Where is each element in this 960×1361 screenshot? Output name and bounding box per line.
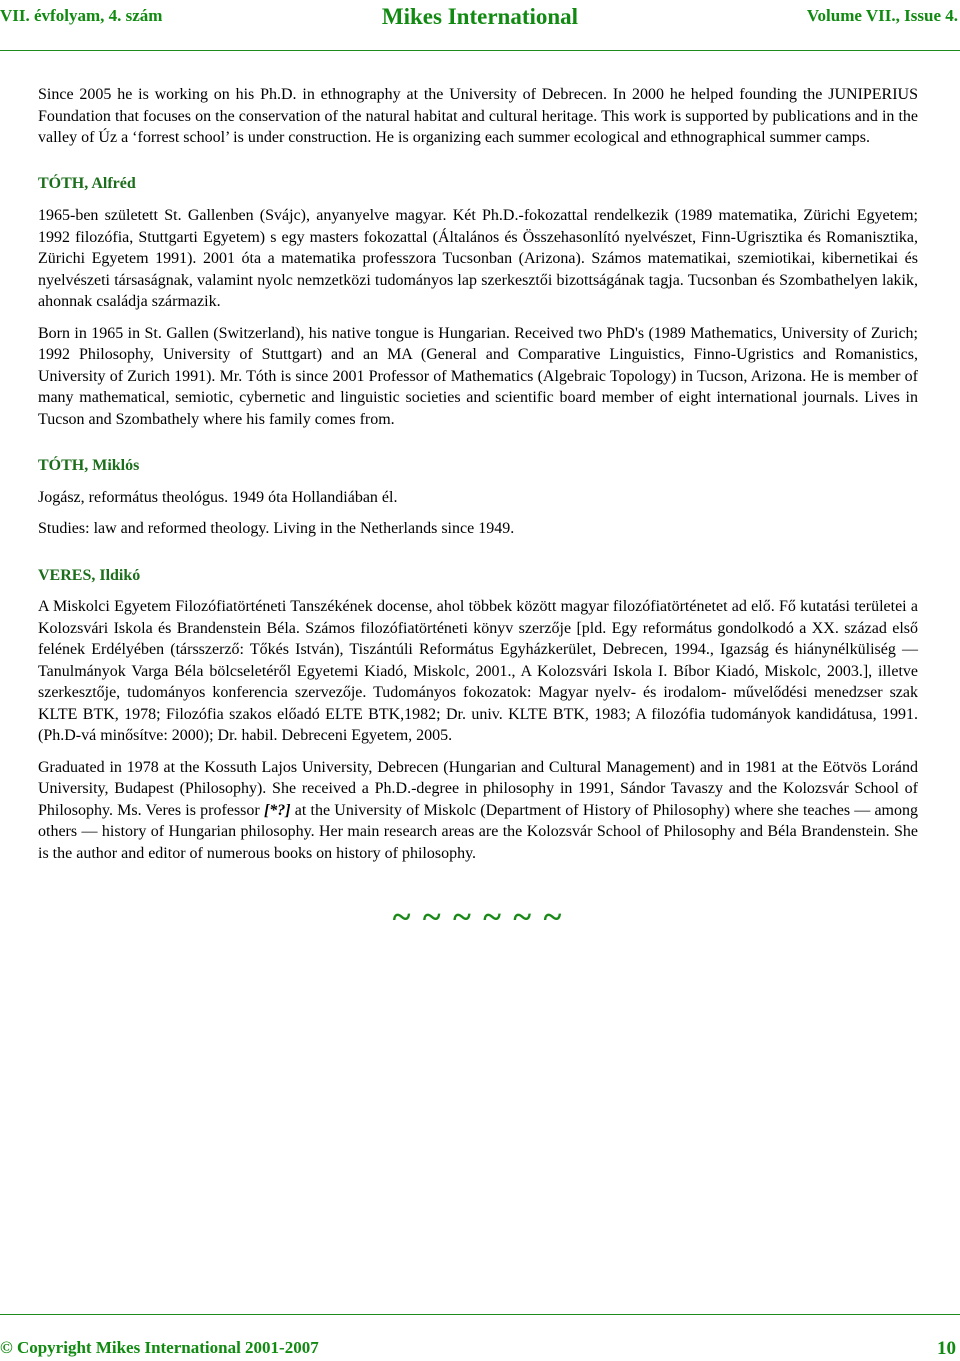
bio-english-veres-part2: at the University of Miskolc (Department of History of Philosophy) where she teaches — among others — history of Hungarian philosophy. Her main research areas are the Kolozsvár School of Philosophy and Béla Brandenstein. She is the author and editor of numerous books on history of philosophy. — [38, 801, 919, 862]
header-journal-title: Mikes International — [381, 4, 579, 29]
footer-divider — [0, 1314, 960, 1315]
bio-hungarian-veres-ildiko: A Miskolci Egyetem Filozófiatörténeti Tanszékének docense, ahol többek között magyar filozófiatörténetet ad elő. Fő kutatási területei a Kolozsvári Iskola és Brandenstein Béla. Számos filozófiatörténeti könyv szerzője [pld. Egy református gondolkodó a XX. század első felének Erdélyében (társszerző: Tőkés István), Tiszántúli Református Egyházkerület, Debrecen, 1994., Igazság és hiánynélküliség — Tanulmányok Varga Béla bölcseletéről Egyetemi Kiadó, Miskolc, 2001., A Kolozsvári Iskola I. Bíbor Kiadó, Miskolc, 2003.], illetve szerkesztője, tudományos konferencia szervezője. Tudományos fokozatok: Magyar nyelv- és irodalom- művelődési menedzser szak KLTE BTK, 1978; Filozófia szakos előadó ELTE BTK,1982; Dr. univ. KLTE BTK, 1983; A filozófia tudományok kandidátusa, 1991. (Ph.D-vá minősítve: 2000); Dr. habil. Debreceni Egyetem, 2005. — [38, 598, 918, 744]
footer-copyright: © Copyright Mikes International 2001-2007 — [0, 1338, 319, 1357]
author-heading-veres-ildiko: VERES, Ildikó — [38, 566, 141, 584]
editor-query-mark: [*?] — [263, 801, 291, 819]
bio-hungarian-toth-miklos: Jogász, református theológus. 1949 óta Hollandiában él. — [38, 488, 398, 506]
page-content — [38, 84, 918, 938]
bio-english-toth-miklos: Studies: law and reformed theology. Living in the Netherlands since 1949. — [38, 520, 515, 537]
bio-hungarian-toth-alfred: 1965-ben született St. Gallenben (Svájc), anyanyelve magyar. Két Ph.D.-fokozattal rendelkezik (1989 matematika, Zürichi Egyetem; 1992 filozófia, Stuttgarti Egyetem) s egy masters fokozattal (Általános és Összehasonlító nyelvészet, Finn-Ugrisztika és Romanisztika, Zürichi Egyetem 1991). 2001 óta a matematika professzora Tucsonban (Arizona). Számos matematikai, szemiotikai, kibernetikai és nyelvészeti társaságnak, valamint nyolc nemzetközi tudományos lap szerkesztői bizottságának tagja. Tucsonban és Szombathelyen lakik, ahonnak családja származik. — [38, 207, 918, 310]
page-number: 10 — [937, 1338, 956, 1359]
author-heading-toth-alfred: TÓTH, Alfréd — [38, 174, 136, 192]
page-header — [0, 0, 960, 40]
section-divider-tildes: ~ ~ ~ ~ ~ ~ — [392, 899, 564, 936]
bio-english-toth-alfred: Born in 1965 in St. Gallen (Switzerland), his native tongue is Hungarian. Received two PhD's (1989 Mathematics, University of Zurich; 1992 Philosophy, University of Stuttgart) and an MA (General and Comparative Linguistics, Finno-Ugristics and Romanistics, University of Zurich 1991). Mr. Tóth is since 2001 Professor of Mathematics (Algebraic Topology) in Tucson, Arizona. He is member of many mathematical, semiotic, cybernetic and linguistic societies and scientific board member of eight international journals. Lives in Tucson and Szombathely where his family comes from. — [38, 324, 918, 428]
header-volume-hu: VII. évfolyam, 4. szám — [0, 6, 163, 25]
intro-paragraph: Since 2005 he is working on his Ph.D. in ethnography at the University of Debrecen. In 2000 he helped founding the JUNIPERIUS Foundation that focuses on the conservation of the natural habitat and cultural heritage. This work is supported by publications and in the valley of Úz a ‘forrest school’ is under construction. He is organizing each summer ecological and ethnographical summer camps. — [38, 86, 918, 146]
header-divider — [0, 50, 960, 51]
header-volume-en: Volume VII., Issue 4. — [806, 6, 958, 25]
author-heading-toth-miklos: TÓTH, Miklós — [38, 457, 140, 474]
bio-english-veres-part1: Graduated in 1978 at the Kossuth Lajos University, Debrecen (Hungarian and Cultural Management) and in 1981 at the Eötvös Loránd University, Budapest (Philosophy). She received a Ph.D.-degree in philosophy in 1991, Sándor Tavaszy and the Kolozsvár School of Philosophy. Ms. Veres is professor — [38, 758, 918, 819]
bio-english-veres-ildiko — [38, 757, 918, 865]
